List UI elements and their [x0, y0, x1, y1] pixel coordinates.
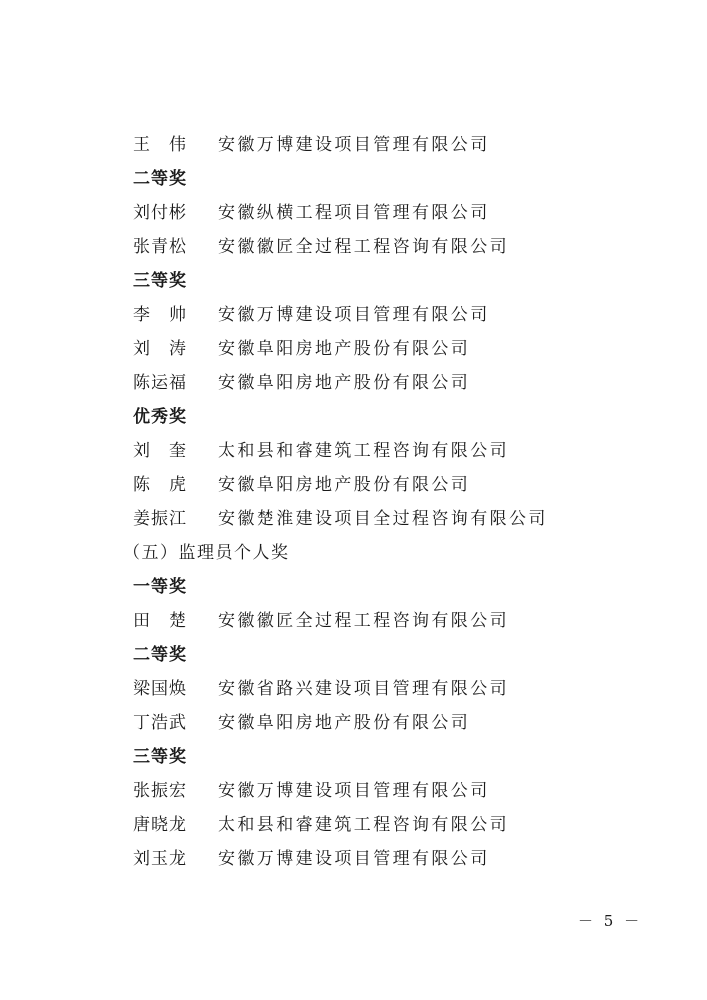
winner-organization: 太和县和睿建筑工程咨询有限公司 — [218, 815, 509, 835]
winner-name: 刘 涛 — [133, 339, 187, 359]
winner-name: 梁国焕 — [133, 679, 187, 699]
award-level-heading: 二等奖 — [133, 169, 187, 189]
winner-name: 刘付彬 — [133, 203, 187, 223]
winner-organization: 太和县和睿建筑工程咨询有限公司 — [218, 441, 509, 461]
winner-organization: 安徽万博建设项目管理有限公司 — [218, 305, 490, 325]
award-level-heading: 二等奖 — [133, 645, 187, 665]
section-title: （五）监理员个人奖 — [123, 543, 290, 563]
winner-name: 丁浩武 — [133, 713, 187, 733]
winner-name: 田 楚 — [133, 611, 187, 631]
winner-name: 姜振江 — [133, 509, 187, 529]
winner-organization: 安徽阜阳房地产股份有限公司 — [218, 713, 471, 733]
winner-name: 唐晓龙 — [133, 815, 187, 835]
winner-organization: 安徽万博建设项目管理有限公司 — [218, 781, 490, 801]
award-level-heading: 一等奖 — [133, 577, 187, 597]
winner-name: 陈 虎 — [133, 475, 187, 495]
winner-organization: 安徽省路兴建设项目管理有限公司 — [218, 679, 509, 699]
winner-name: 张青松 — [133, 237, 187, 257]
winner-name: 王 伟 — [133, 135, 187, 155]
winner-organization: 安徽阜阳房地产股份有限公司 — [218, 339, 471, 359]
winner-organization: 安徽阜阳房地产股份有限公司 — [218, 373, 471, 393]
winner-name: 刘玉龙 — [133, 849, 187, 869]
winner-organization: 安徽纵横工程项目管理有限公司 — [218, 203, 490, 223]
winner-name: 张振宏 — [133, 781, 187, 801]
page-number: － 5 － — [578, 912, 643, 930]
award-level-heading: 三等奖 — [133, 271, 187, 291]
winner-organization: 安徽徽匠全过程工程咨询有限公司 — [218, 611, 509, 631]
award-level-heading: 三等奖 — [133, 747, 187, 767]
winner-name: 陈运福 — [133, 373, 187, 393]
award-level-heading: 优秀奖 — [133, 407, 187, 427]
winner-organization: 安徽阜阳房地产股份有限公司 — [218, 475, 471, 495]
winner-organization: 安徽楚淮建设项目全过程咨询有限公司 — [218, 509, 548, 529]
winner-name: 刘 奎 — [133, 441, 187, 461]
winner-organization: 安徽万博建设项目管理有限公司 — [218, 849, 490, 869]
winner-name: 李 帅 — [133, 305, 187, 325]
winner-organization: 安徽万博建设项目管理有限公司 — [218, 135, 490, 155]
winner-organization: 安徽徽匠全过程工程咨询有限公司 — [218, 237, 509, 257]
